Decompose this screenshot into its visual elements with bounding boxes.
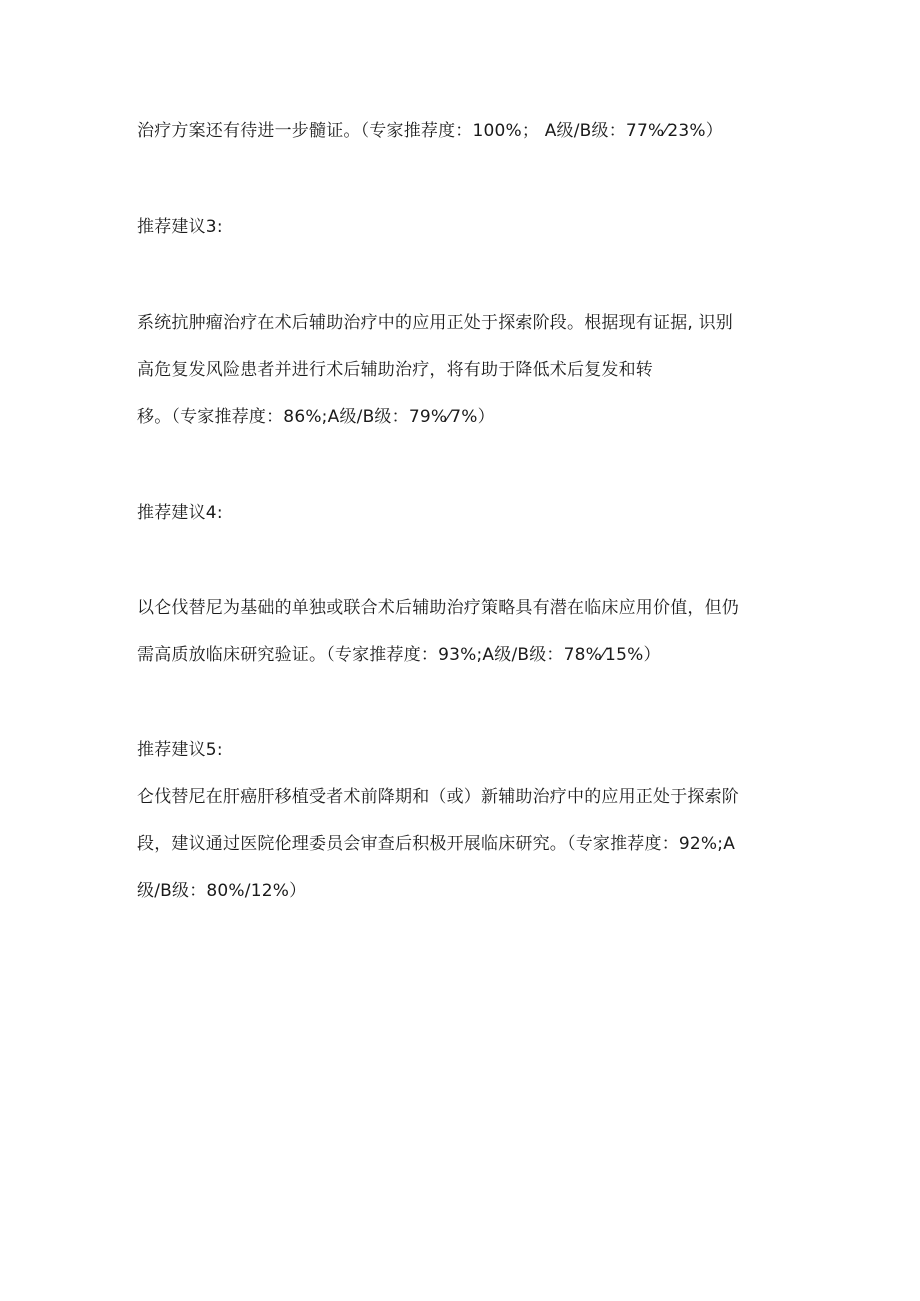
recommendation-3-heading: 推荐建议3: — [137, 217, 223, 237]
recommendation-3-line: 移。（专家推荐度：86%;A级/B级：79%⁄7%） — [137, 407, 495, 427]
recommendation-4-heading: 推荐建议4: — [137, 503, 223, 523]
recommendation-5-line: 仑伐替尼在肝癌肝移植受者术前降期和（或）新辅助治疗中的应用正处于探索阶 — [137, 787, 739, 807]
paragraph-line: 治疗方案还有待进一步髓证。（专家推荐度：100%； A级/B级：77%⁄23%） — [137, 121, 723, 141]
recommendation-5-line: 段，建议通过医院伦理委员会审查后积极开展临床研究。（专家推荐度：92%;A — [137, 834, 736, 854]
recommendation-4-line: 需高质放临床研究验证。（专家推荐度：93%;A级/B级：78%⁄15%） — [137, 645, 661, 665]
recommendation-5-line: 级/B级：80%/12%） — [137, 881, 307, 901]
recommendation-3-line: 系统抗肿瘤治疗在术后辅助治疗中的应用正处于探索阶段。根据现有证据, 识别 — [137, 313, 734, 333]
recommendation-4-line: 以仑伐替尼为基础的单独或联合术后辅助治疗策略具有潜在临床应用价值，但仍 — [137, 598, 739, 618]
recommendation-5-heading: 推荐建议5: — [137, 740, 223, 760]
recommendation-3-line: 高危复发风险患者并进行术后辅助治疗，将有助于降低术后复发和转 — [137, 360, 653, 380]
